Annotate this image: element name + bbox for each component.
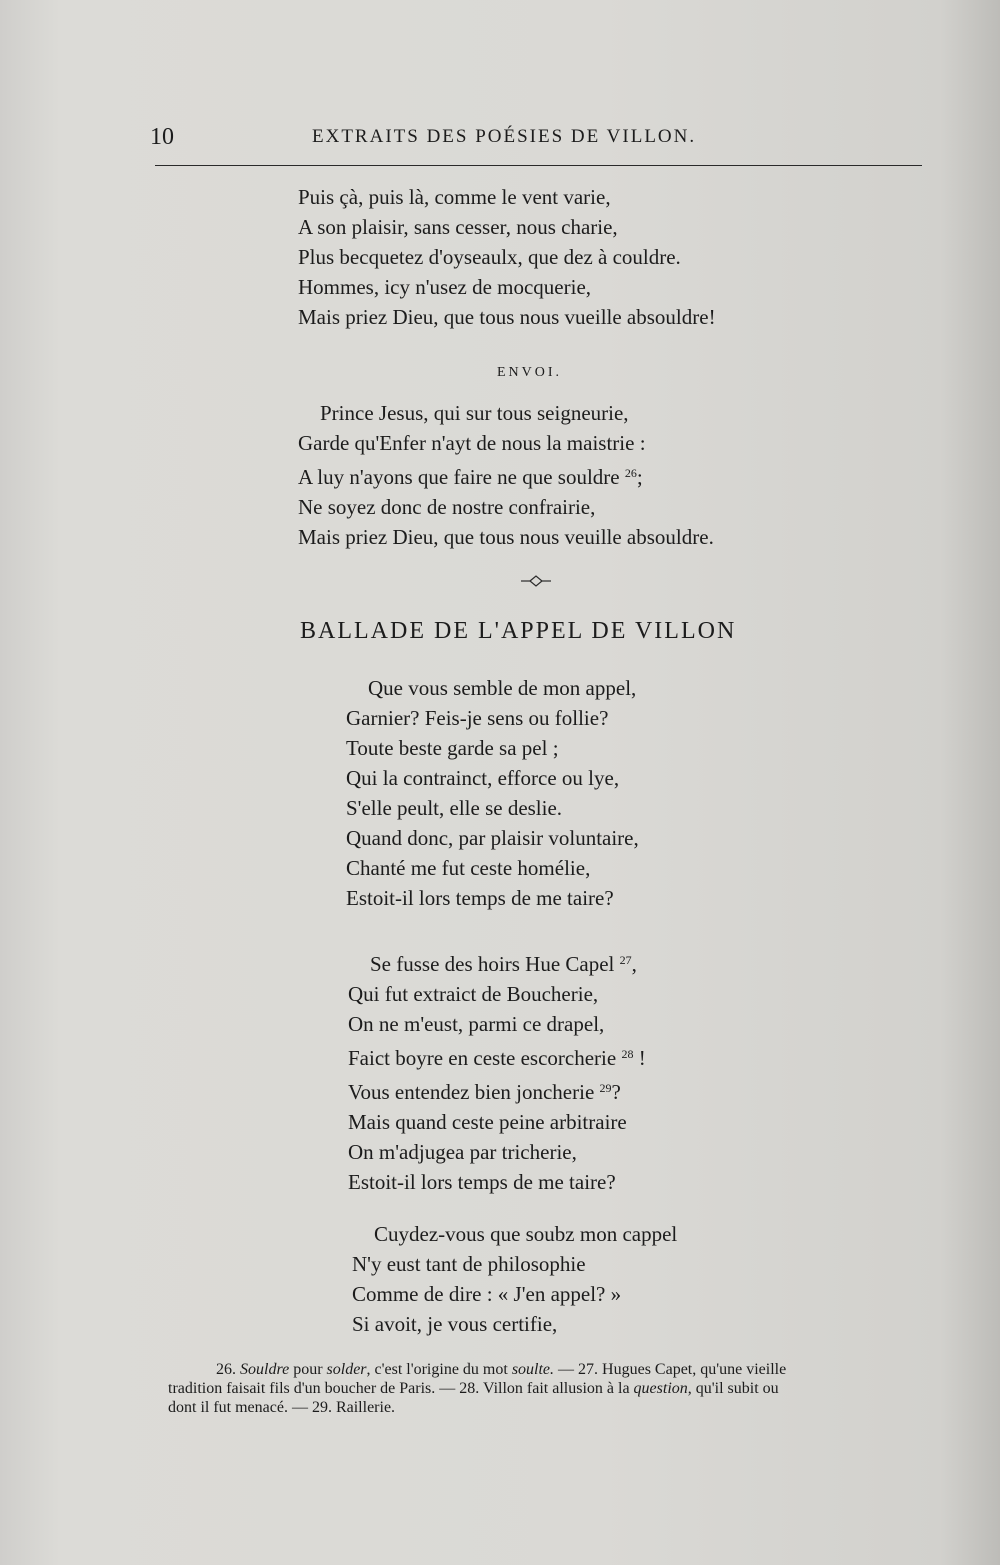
verse-line: Mais priez Dieu, que tous nous vueille absouldre! (298, 305, 716, 329)
verse-line: Si avoit, je vous certifie, (352, 1312, 558, 1336)
verse-line (348, 945, 646, 979)
verse-line: A son plaisir, sans cesser, nous charie, (298, 215, 618, 239)
verse-line: S'elle peult, elle se deslie. (346, 796, 563, 820)
verse-line (298, 458, 714, 492)
verse-text: Faict boyre en ceste escorcherie (348, 1046, 617, 1070)
page-number: 10 (150, 124, 174, 150)
page-header (150, 120, 925, 154)
footnote-line: tradition faisait fils d'un boucher de Paris. — 28. Villon fait allusion à la question, qu'il subit ou (168, 1380, 779, 1397)
verse-text: Se fusse des hoirs Hue Capel (370, 952, 615, 976)
ballad-title: BALLADE DE L'APPEL DE VILLON (300, 618, 737, 644)
verse-line: Comme de dire : « J'en appel? » (352, 1282, 622, 1306)
verse-line: Qui fut extraict de Boucherie, (348, 982, 599, 1006)
footnote-line: 26. Souldre pour solder, c'est l'origine du mot soulte. — 27. Hugues Capet, qu'une vieille (216, 1361, 787, 1378)
verse-line: Que vous semble de mon appel, (368, 676, 637, 700)
ballad-stanza-2 (348, 945, 646, 1197)
verse-line: Estoit-il lors temps de me taire? (346, 886, 614, 910)
verse-line: Hommes, icy n'usez de mocquerie, (298, 275, 592, 299)
verse-line: Estoit-il lors temps de me taire? (348, 1170, 616, 1194)
footnotes (168, 1360, 940, 1417)
envoi-stanza (298, 398, 714, 552)
verse-line: Mais quand ceste peine arbitraire (348, 1110, 627, 1134)
stanza-end (298, 182, 716, 332)
footnote-line: dont il fut menacé. — 29. Raillerie. (168, 1399, 396, 1416)
running-title: EXTRAITS DES POÉSIES DE VILLON. (312, 126, 697, 147)
footnote-ref: 28 (621, 1047, 634, 1061)
envoi-title: ENVOI. (497, 365, 563, 380)
verse-line: Plus becquetez d'oyseaulx, que dez à couldre. (298, 245, 681, 269)
punctuation: ? (611, 1080, 621, 1104)
verse-line: Mais priez Dieu, que tous nous veuille absouldre. (298, 525, 714, 549)
verse-line: On ne m'eust, parmi ce drapel, (348, 1012, 605, 1036)
verse-line: Toute beste garde sa pel ; (346, 736, 559, 760)
verse-line: Chanté me fut ceste homélie, (346, 856, 591, 880)
header-rule (155, 165, 922, 166)
verse-line: N'y eust tant de philosophie (352, 1252, 586, 1276)
footnote-ref: 29 (599, 1081, 612, 1095)
verse-text: A luy n'ayons que faire ne que souldre (298, 465, 620, 489)
verse-line: Ne soyez donc de nostre confrairie, (298, 495, 596, 519)
verse-line: Puis çà, puis là, comme le vent varie, (298, 185, 611, 209)
punctuation: ; (636, 465, 643, 489)
verse-line: Garnier? Feis-je sens ou follie? (346, 706, 609, 730)
verse-line: On m'adjugea par tricherie, (348, 1140, 577, 1164)
punctuation: , (631, 952, 637, 976)
verse-line: Garde qu'Enfer n'ayt de nous la maistrie : (298, 431, 646, 455)
verse-line: Cuydez-vous que soubz mon cappel (374, 1222, 678, 1246)
ballad-stanza-3 (352, 1219, 677, 1339)
verse-line: Qui la contrainct, efforce ou lye, (346, 766, 620, 790)
ballad-stanza-1 (346, 673, 639, 913)
footnote-ref: 27 (619, 953, 632, 967)
verse-text: Vous entendez bien joncherie (348, 1080, 595, 1104)
verse-line (348, 1039, 646, 1073)
verse-line: Quand donc, par plaisir voluntaire, (346, 826, 639, 850)
footnote-ref: 26 (624, 466, 637, 480)
ornament-divider (521, 574, 551, 588)
punctuation: ! (633, 1046, 646, 1070)
verse-line (348, 1073, 646, 1107)
verse-line: Prince Jesus, qui sur tous seigneurie, (320, 401, 629, 425)
